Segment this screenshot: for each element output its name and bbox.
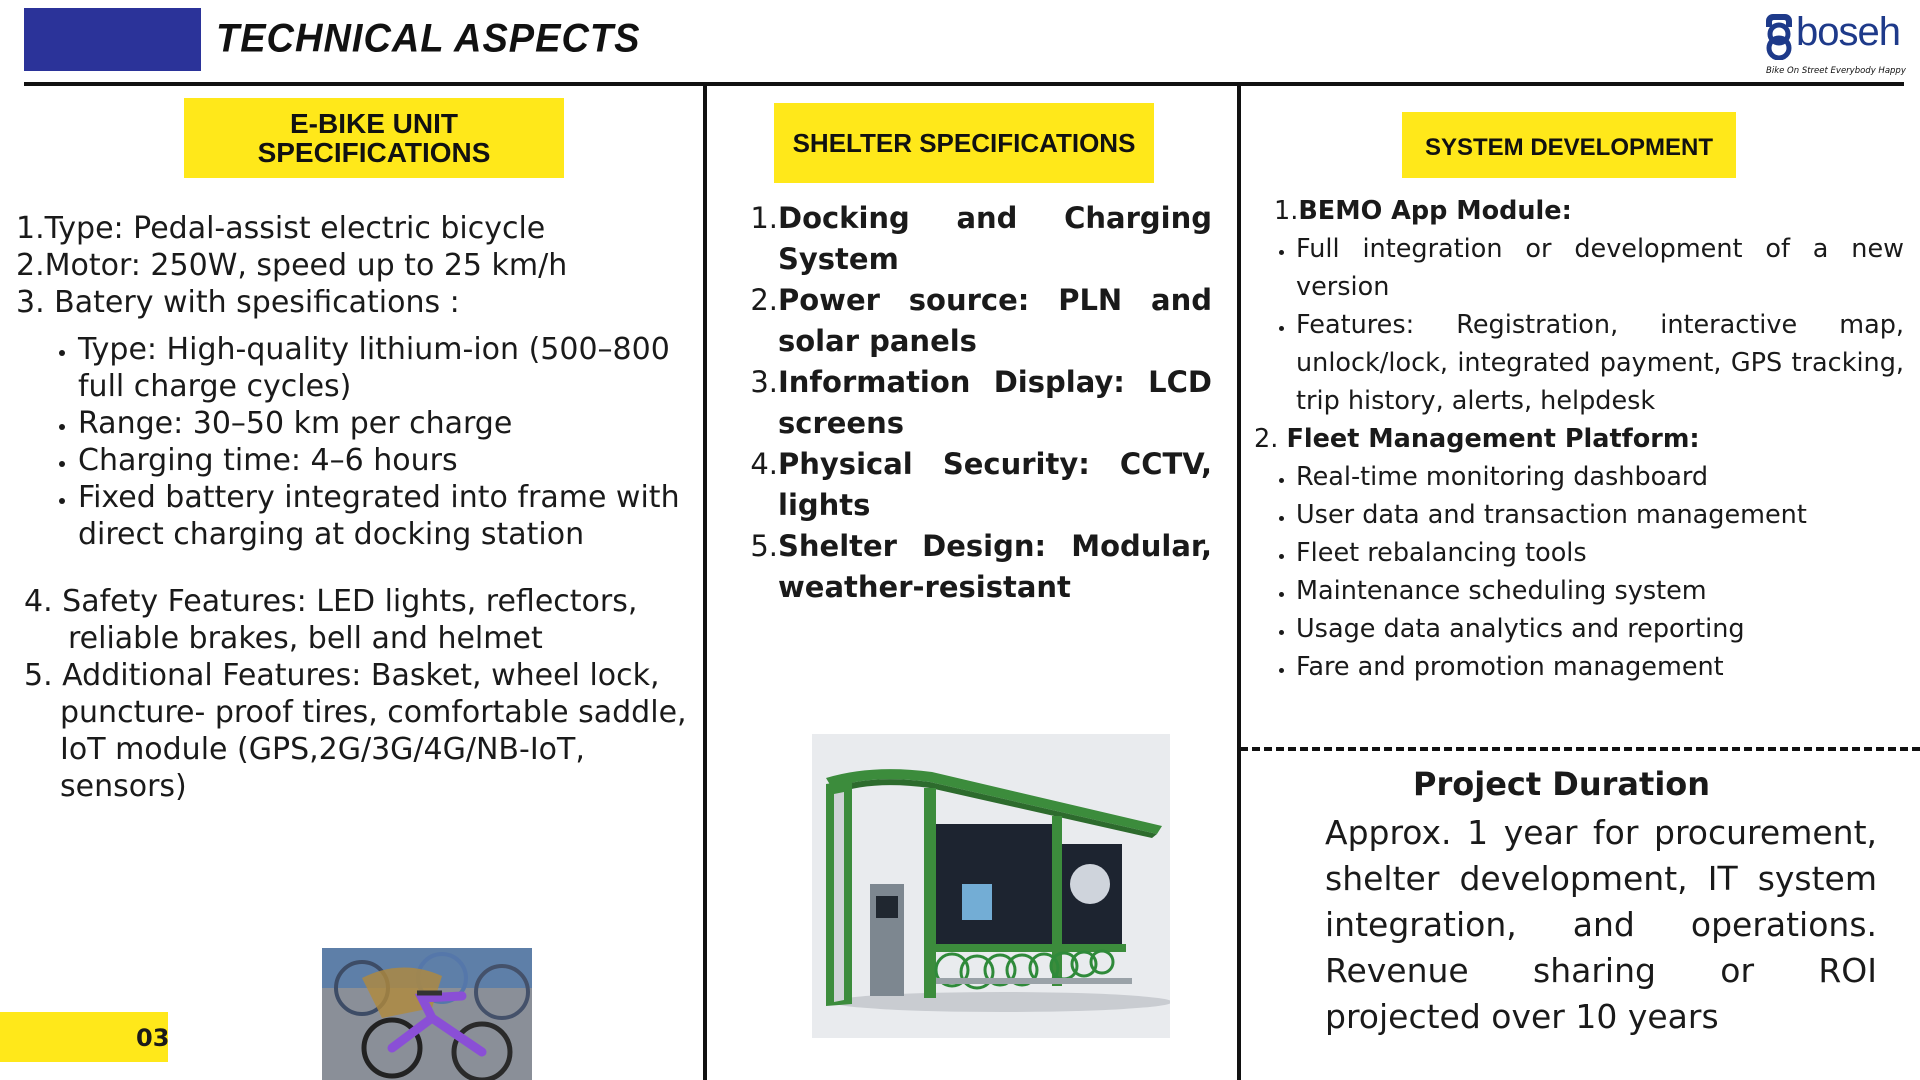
page-title: TECHNICAL ASPECTS (216, 16, 641, 62)
ebike-heading (184, 98, 564, 178)
battery-bullet: • Range: 30–50 km per charge (78, 405, 696, 442)
battery-bullets (16, 331, 696, 553)
safety-line2: reliable brakes, bell and helmet (68, 621, 543, 656)
bike-photo (322, 948, 532, 1080)
list-item: • Usage data analytics and reporting (1296, 610, 1904, 648)
battery-bullet: • Fixed battery integrated into frame with direct charging at docking station (78, 479, 696, 553)
page-number: 03 (136, 1024, 170, 1052)
shelter-illustration (812, 734, 1170, 1038)
item-number: 1. (1274, 196, 1299, 226)
list-item: • Fare and promotion management (1296, 648, 1904, 686)
safety-line1: 4. Safety Features: LED lights, reflectors, (24, 584, 638, 619)
item-text: Power source: PLN and solar panels (778, 283, 1212, 358)
ebike-heading-line2: SPECIFICATIONS (257, 137, 491, 168)
item-text: Information Display: LCD screens (778, 365, 1212, 440)
shelter-spec-list (748, 198, 1212, 608)
additional-rest: puncture- proof tires, comfortable saddle, IoT module (GPS,2G/3G/4G/NB-IoT, sensors) (60, 695, 687, 804)
item-number: 3. (750, 365, 778, 399)
item-text: Batery with spesifications : (54, 285, 460, 320)
battery-bullet: • Charging time: 4–6 hours (78, 442, 696, 479)
ebike-more-items (16, 583, 696, 805)
item-text: Docking and Charging System (778, 201, 1212, 276)
list-item (16, 210, 696, 247)
section-1-header (1254, 192, 1904, 230)
additional-line1: 5. Additional Features: Basket, wheel lock, (24, 658, 660, 693)
list-item (16, 284, 696, 321)
dashed-divider (1240, 747, 1920, 751)
section-2-title: Fleet Management Platform: (1286, 424, 1700, 454)
item-number: 2. (16, 248, 45, 283)
boseh-logo (1760, 8, 1910, 78)
list-item: • Real-time monitoring dashboard (1296, 458, 1904, 496)
item-text: Shelter Design: Modular, weather-resistant (778, 529, 1212, 604)
list-item: • Fleet rebalancing tools (1296, 534, 1904, 572)
section-2-bullets (1254, 458, 1904, 686)
system-heading: SYSTEM DEVELOPMENT (1402, 112, 1736, 178)
section-1-title: BEMO App Module: (1298, 196, 1572, 226)
item-text: Type: Pedal-assist electric bicycle (44, 211, 546, 246)
item-number: 2. (750, 283, 778, 317)
section-1-bullets (1254, 230, 1904, 420)
bike-lock-icon (1762, 10, 1796, 60)
logo-wordmark: boseh (1796, 10, 1900, 54)
column-divider-2 (1237, 84, 1241, 1080)
logo-tagline: Bike On Street Everybody Happy (1766, 66, 1906, 76)
ebike-heading-line1: E-BIKE UNIT (290, 108, 458, 139)
list-item (748, 280, 1212, 362)
header-divider (24, 82, 1904, 86)
project-duration-text: Approx. 1 year for procurement, shelter development, IT system integration, and operations. Revenue sharing or ROI projected over 10 years (1325, 813, 1877, 1036)
item-number: 1. (16, 211, 45, 246)
column-divider-1 (703, 84, 707, 1080)
list-item (748, 526, 1212, 608)
item-number: 1. (750, 201, 778, 235)
list-item: • Maintenance scheduling system (1296, 572, 1904, 610)
list-item (748, 198, 1212, 280)
battery-bullet: • Type: High-quality lithium-ion (500–800 full charge cycles) (78, 331, 696, 405)
item-number: 3. (16, 285, 55, 320)
system-dev-list (1254, 192, 1904, 686)
ebike-spec-list (16, 210, 696, 805)
list-item: • Full integration or development of a new version (1296, 230, 1904, 306)
header-blue-block (24, 8, 201, 71)
list-item (748, 362, 1212, 444)
list-item (16, 247, 696, 284)
item-number: 2. (1254, 424, 1279, 454)
item-number: 5. (750, 529, 778, 563)
list-item: • Features: Registration, interactive map, unlock/lock, integrated payment, GPS tracking, trip history, alerts, helpdesk (1296, 306, 1904, 420)
section-2-header (1254, 420, 1904, 458)
item-number: 4. (750, 447, 778, 481)
shelter-heading: SHELTER SPECIFICATIONS (774, 103, 1154, 183)
list-item: • User data and transaction management (1296, 496, 1904, 534)
item-text: Physical Security: CCTV, lights (778, 447, 1212, 522)
project-duration-title: Project Duration (1413, 765, 1711, 803)
list-item (748, 444, 1212, 526)
item-text: Motor: 250W, speed up to 25 km/h (44, 248, 568, 283)
